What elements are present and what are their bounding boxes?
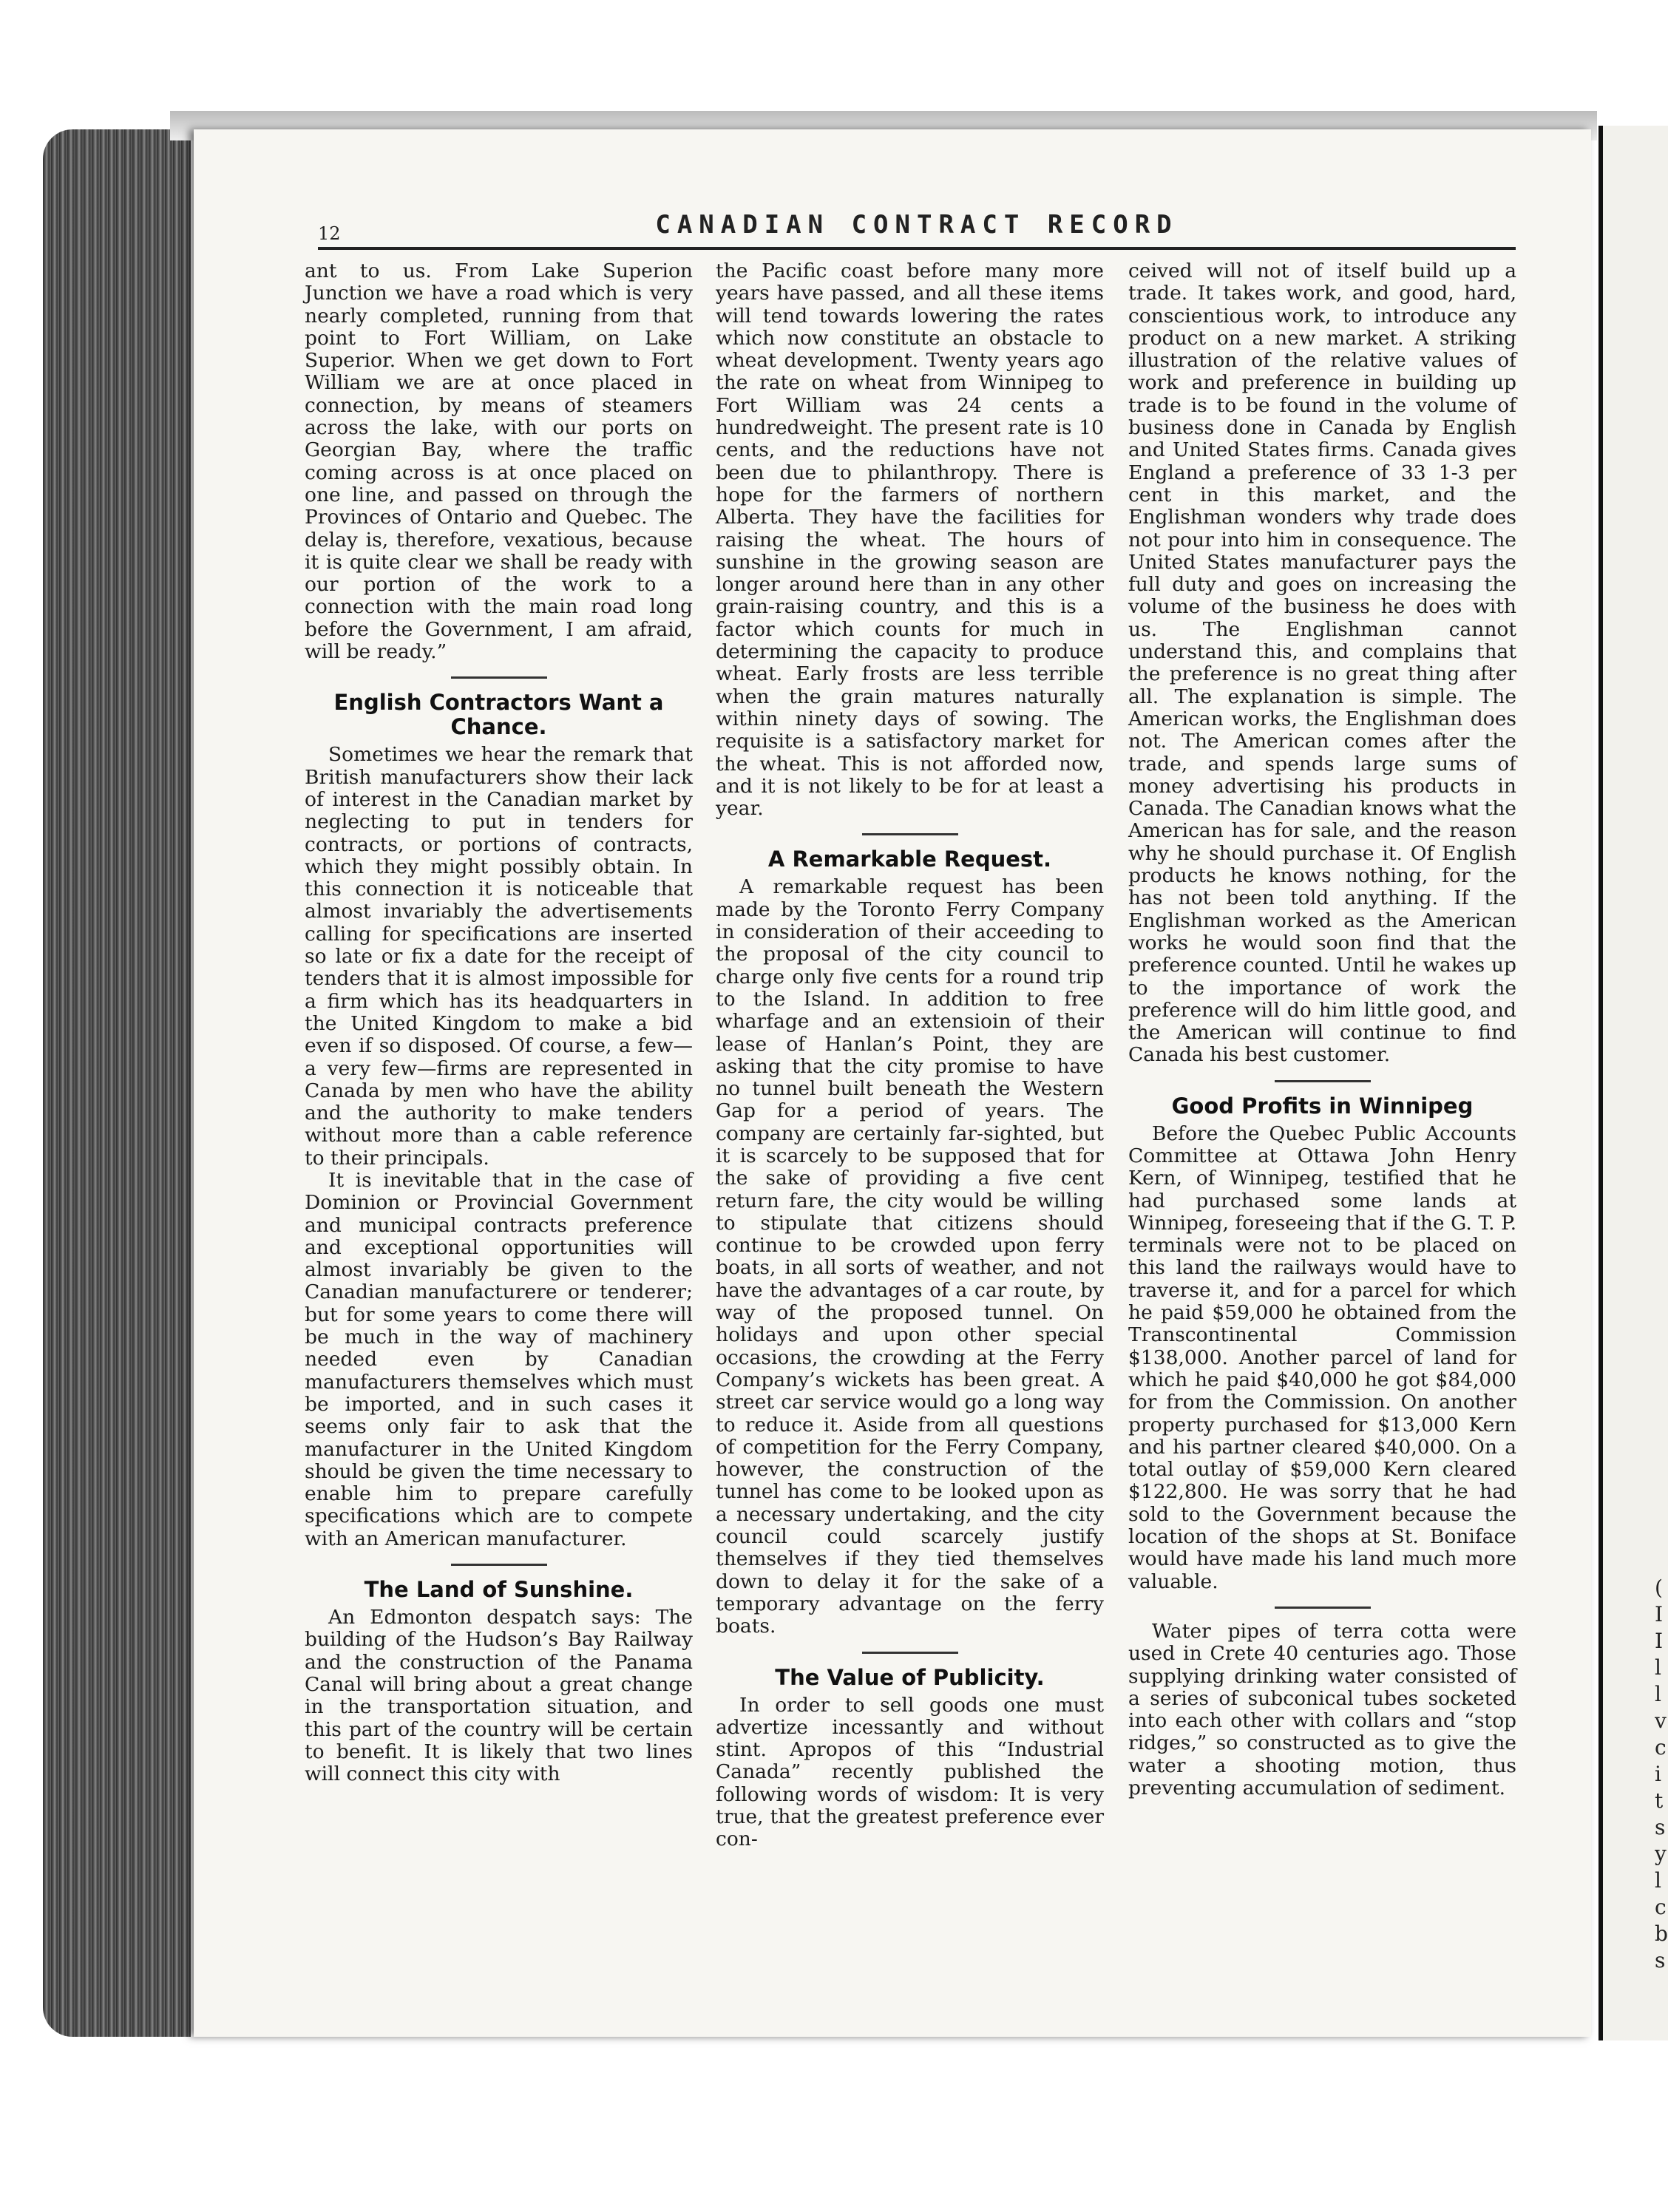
- journal-title: CANADIAN CONTRACT RECORD: [655, 210, 1179, 240]
- article-paragraph: In order to sell goods one must advertize incessantly and without stint. Apropos of this “Industrial Canada” recently published the following words of wisdom: It is very true, that the greatest preference ever con-: [716, 1693, 1104, 1851]
- fragment: c: [1655, 1895, 1667, 1919]
- fragment: t: [1655, 1788, 1664, 1813]
- fragment: s: [1655, 1815, 1666, 1839]
- continued-paragraph: ceived will not of itself build up a trade. It takes work, and good, hard, conscientious work, to introduce any product on a new market. A striking illustration of the relative values of work and preference in building up trade is to be found in the volume of business done in Canada by English and United States firms. Canada gives England a preference of 33 1-3 per cent in this market, and the Englishman wonders why trade does not pour into him in consequence. The United States manufacturer pays the full duty and goes on increasing the volume of the business he does with us. The Englishman cannot understand this, and complains that the preference is no great thing after all. The explanation is simple. The American works, the Englishman does not. The American comes after the trade, and spends large sums of money advertising his products in Canada. The Canadian knows what the American has for sale, and the reason why he should purchase it. Of English products he knows nothing, for the has not been told anything. If the Englishman worked as the American works he would soon find that the preference counted. Until he wakes up to the importance of work the preference will do him little good, and the American will continue to find Canada his best customer.: [1128, 259, 1516, 1067]
- section-divider: [862, 1652, 958, 1654]
- fragment: i: [1655, 1762, 1661, 1786]
- page-header: [318, 210, 1516, 250]
- article-paragraph: Before the Quebec Public Accounts Committee at Ottawa John Henry Kern, of Winnipeg, testified that he had purchased some lands at Winnipeg, foreseeing that if the G. T. P. terminals were not to be placed on this land the railways would have to traverse it, and for a parcel for which he paid $59,000 he obtained from the Transcontinental Commission $138,000. Another parcel of land for which he paid $40,000 he got $84,000 for from the Commission. On another property purchased for $13,000 Kern and his partner cleared $40,000. On a total outlay of $59,000 Kern cleared $122,800. He was sorry that he had sold to the Government because the location of the shops at St. Boniface would have made his land much more valuable.: [1128, 1122, 1516, 1593]
- fragment: c: [1655, 1735, 1667, 1760]
- section-divider: [1275, 1607, 1371, 1609]
- article-heading-english-contractors: English Contractors Want a Chance.: [333, 690, 664, 740]
- article-paragraph: Sometimes we hear the remark that British manufacturers show their lack of interest in the Canadian market by neglecting to put in tenders for contracts, or portions of contracts, which they might possibly obtain. In this connection it is noticeable that almost invariably the advertisements calling for specifications are inserted so late or fix a date for the receipt of tenders that it is almost impossible for a firm which has its headquarters in the United Kingdom to make a bid even if so disposed. Of course, a few—a very few—firms are represented in Canada by men who have the ability and the authority to make tenders without more than a cable reference to their principals.: [305, 743, 693, 1170]
- section-divider: [1275, 1080, 1371, 1082]
- facing-page-text-fragments: [1655, 1575, 1668, 1974]
- article-paragraph: It is inevitable that in the case of Dominion or Provincial Government and municipal contracts preference and exceptional opportunities will almost invariably be given to the Canadian manufacturere or tenderer; but for some years to come there will be much in the way of machinery needed even by Canadian manufacturers themselves which must be imported, and in such cases it seems only fair to ask that the manufacturer in the United Kingdom should be given the time necessary to enable him to prepare carefully specifications which are to compete with an American manufacturer.: [305, 1168, 693, 1550]
- column-2: [716, 260, 1104, 1851]
- fragment: I: [1655, 1602, 1664, 1626]
- continued-paragraph: the Pacific coast before many more years have passed, and all these items will tend towards lowering the rates which now constitute an obstacle to wheat development. Twenty years ago the rate on wheat from Winnipeg to Fort William was 24 cents a hundredweight. The present rate is 10 cents, and the reductions have not been due to philanthropy. There is hope for the farmers of northern Alberta. They have the facilities for raising the wheat. The hours of sunshine in the growing season are longer around here than in any other grain-raising country, and this is a factor which counts for much in determining the capacity to produce wheat. Early frosts are less terrible when the grain matures naturally within ninety days of sowing. The requisite is a satisfactory market for the wheat. This is not afforded now, and it is not likely to be for at least a year.: [716, 259, 1104, 821]
- fragment: y: [1655, 1842, 1667, 1866]
- fragment: I: [1655, 1629, 1664, 1653]
- section-divider: [862, 833, 958, 835]
- article-paragraph: An Edmonton despatch says: The building of the Hudson’s Bay Railway and the construction of the Panama Canal will bring about a great change in the transportation situation, and this part of the country will be certain to benefit. It is likely that two lines will connect this city with: [305, 1606, 693, 1786]
- fragment: l: [1655, 1682, 1661, 1706]
- fragment: s: [1655, 1948, 1666, 1972]
- column-1: [305, 260, 693, 1785]
- article-paragraph: A remarkable request has been made by the Toronto Ferry Company in consideration of their acceeding to the proposal of the city council to charge only five cents for a round trip to the Island. In addition to free wharfage and an extensioin of their lease of Hanlan’s Point, they are asking that the city promise to have no tunnel built beneath the Western Gap for a period of years. The company are certainly far-sighted, but it is scarcely to be supposed that for the sake of providing a five cent return fare, the city would be willing to stipulate that citizens should continue to be crowded upon ferry boats, in all sorts of weather, and not have the advantages of a car route, by way of the proposed tunnel. On holidays and upon other special occasions, the crowding at the Ferry Company’s wickets has been great. A street car service would go a long way to reduce it. Aside from all questions of competition for the Ferry Company, however, the construction of the tunnel has come to be looked upon as a necessary undertaking, and the city council could scarcely justify themselves if they tied themselves down to delay it for the sake of a temporary advantage on the ferry boats.: [716, 875, 1104, 1638]
- section-divider: [451, 676, 547, 679]
- article-heading-value-of-publicity: The Value of Publicity.: [775, 1664, 1045, 1690]
- fragment: l: [1655, 1868, 1661, 1893]
- book-page-edges: [43, 129, 191, 2037]
- fragment: l: [1655, 1655, 1661, 1680]
- section-divider: [451, 1564, 547, 1566]
- article-heading-remarkable-request: A Remarkable Request.: [767, 847, 1052, 872]
- article-heading-land-of-sunshine: The Land of Sunshine.: [364, 1577, 634, 1603]
- column-3: [1128, 260, 1516, 1799]
- page-number: 12: [318, 223, 341, 244]
- fragment: v: [1655, 1709, 1667, 1733]
- fragment: b: [1655, 1921, 1668, 1946]
- article-heading-good-profits-winnipeg: Good Profits in Winnipeg: [1171, 1093, 1474, 1119]
- intro-paragraph: ant to us. From Lake Superion Junction we have a road which is very nearly completed, running from that point to Fort William, on Lake Superior. When we get down to Fort William we are at once placed in connection, by means of steamers across the lake, with our ports on Georgian Bay, where the traffic coming across is at once placed on one line, and passed on through the Provinces of Ontario and Quebec. The delay is, therefore, vexatious, because it is quite clear we shall be ready with our portion of the work to a connection with the main road long before the Government, I am afraid, will be ready.”: [305, 259, 693, 664]
- fragment: (: [1655, 1575, 1663, 1600]
- closing-paragraph: Water pipes of terra cotta were used in Crete 40 centuries ago. Those supplying drinking water consisted of a series of subconical tubes socketed into each other with collars and “stop ridges,” so constructed as to give the water a shooting motion, thus preventing accumulation of sediment.: [1128, 1619, 1516, 1799]
